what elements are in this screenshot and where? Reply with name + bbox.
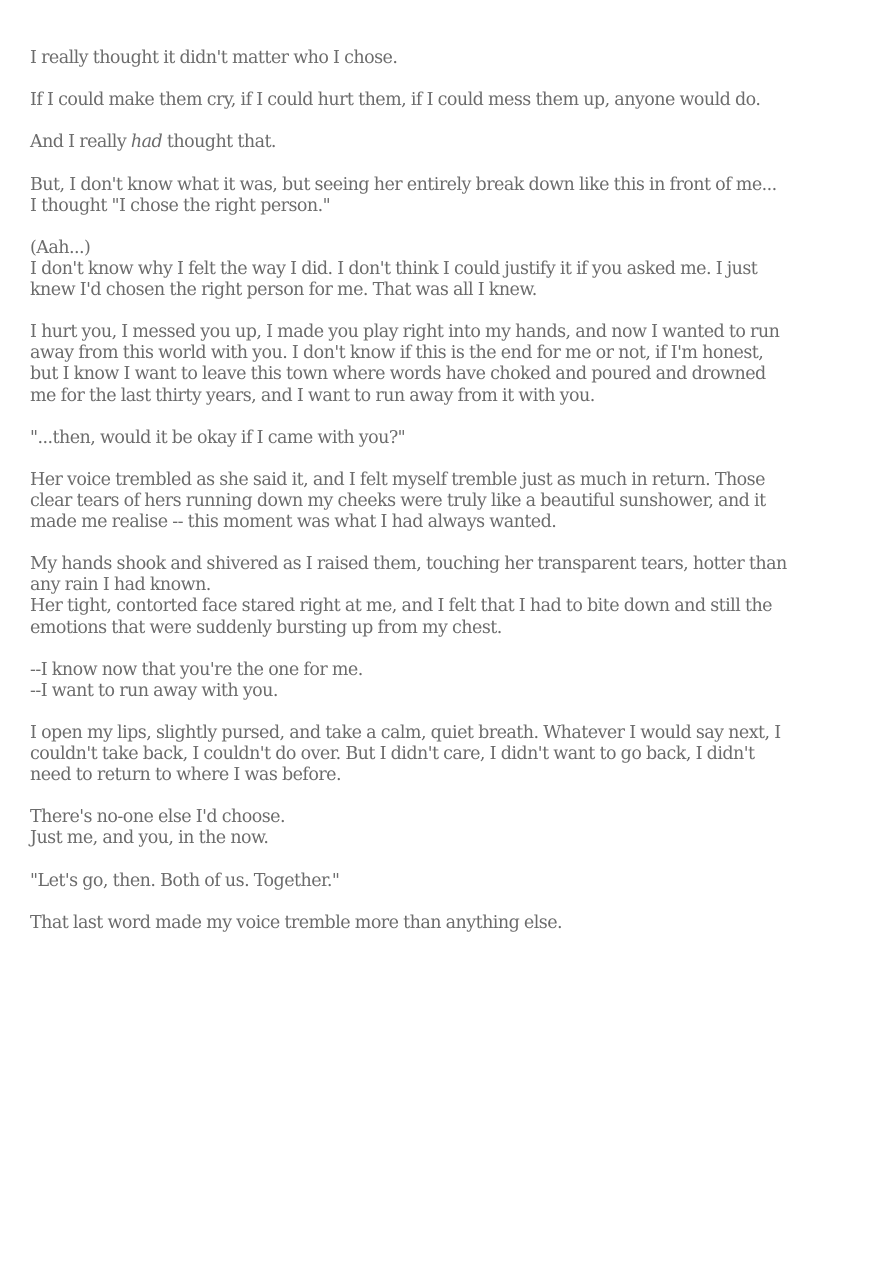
paragraph: If I could make them cry, if I could hurt them, if I could mess them up, anyone would do.: [30, 90, 761, 111]
paragraph: (Aah...) I don't know why I felt the way I did. I don't think I could justify it if you asked me. I just knew I'd chosen the right person for me. That was all I knew.: [30, 237, 758, 301]
emphasized-word: had: [130, 132, 163, 153]
paragraph: My hands shook and shivered as I raised them, touching her transparent tears, hotter than any rain I had known. Her tight, contorted face stared right at me, and I felt that I had to bite down and still the emotions that were suddenly bursting up from my chest.: [30, 554, 787, 638]
paragraph: I open my lips, slightly pursed, and take a calm, quiet breath. Whatever I would say next, I couldn't take back, I couldn't do over. But I didn't care, I didn't want to go back, I didn't need to return to where I was before.: [30, 723, 781, 786]
emphasis-before: And I really: [30, 132, 131, 153]
emphasis-after: thought that.: [162, 132, 276, 153]
paragraph: I really thought it didn't matter who I chose.: [30, 48, 398, 68]
paragraph: That last word made my voice tremble more than anything else.: [30, 912, 563, 933]
paragraph: There's no-one else I'd choose. Just me, and you, in the now.: [30, 807, 285, 849]
paragraph: I hurt you, I messed you up, I made you play right into my hands, and now I wanted to run away from this world with you. I don't know if this is the end for me or not, if I'm honest, but I know I want to leave this town where words have choked and poured and drowned me for the last thirty years, and I want to run away from it with you.: [30, 322, 780, 406]
paragraph: Her voice trembled as she said it, and I felt myself tremble just as much in return. Those clear tears of hers running down my cheeks were truly like a beautiful sunshower, and it made me realise -- this moment was what I had always wanted.: [30, 469, 766, 533]
paragraph: --I know now that you're the one for me. --I want to run away with you.: [30, 659, 363, 701]
dialogue-line: "Let's go, then. Both of us. Together.": [30, 870, 340, 891]
dialogue-line: "...then, would it be okay if I came with you?": [30, 427, 406, 448]
document-page: [30, 48, 850, 955]
paragraph-emphasis: [30, 132, 850, 153]
paragraph: But, I don't know what it was, but seeing her entirely break down like this in front of me... I thought "I chose the right person.": [30, 174, 777, 216]
